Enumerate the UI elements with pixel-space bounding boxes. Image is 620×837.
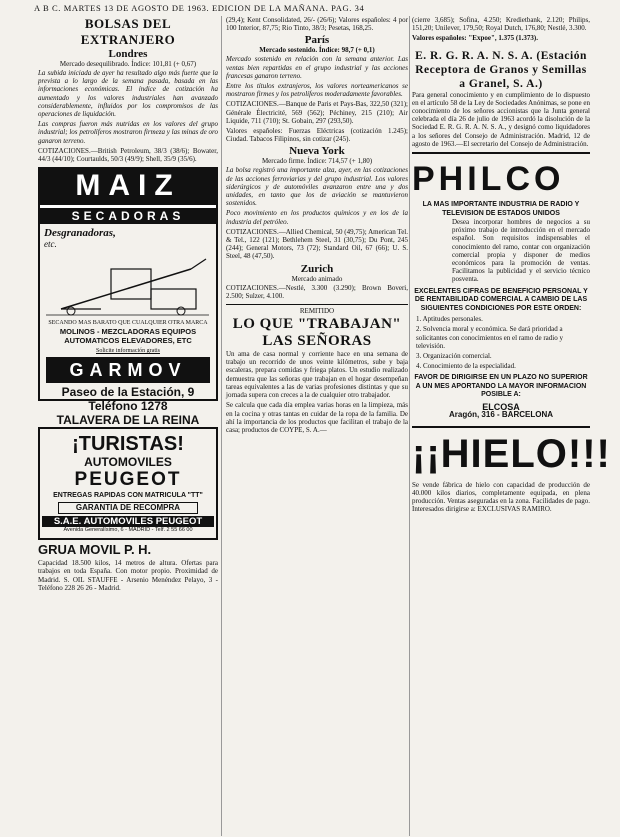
ad-subtitle: SECADORAS [40,208,216,224]
ad-phone: Teléfono 1278 [88,399,168,414]
ad-address: Aragón, 316 - BARCELONA [448,410,553,420]
ad-company: S.A.E. AUTOMOVILES PEUGEOT [42,516,214,527]
ad-address: Avenida Generalísimo, 6 - MADRID - Telf. 2 55 66 00 [63,527,193,534]
market-index: Mercado sostenido. Índice: 98,7 (+ 0,1) [259,46,375,55]
quotes: COTIZACIONES.—Allied Chemical, 50 (49,75); American Tel. & Tel., 122 (121); Bethlehem Steel, 31 (30,75); Du Pont, 245 (244); General Motors, 73 (72); Standard Oil, 67 (66); U. S. Steel, 48 (47,50). [226,227,408,261]
city-heading: París [304,34,330,47]
ad-title: MAIZ [40,169,216,208]
ad-grua-text: Capacidad 18.500 kilos, 14 metros de altura. Ofertas para trabajos en toda España. Con motor propio. Proximidad de Madrid. S. OIL STAUFFE - Arsenio Menéndez Pelayo, 3 - Teléfono 228 26 26 - Madrid. [38,559,218,592]
paragraph: Un ama de casa normal y corriente hace en una semana de trabajo un recorrido de unos veinte kilómetros, sube y baja escaleras, prepara comidas y friega platos. Un estudio realizado demuestra que las señoras que trabajan en el hogar desempeñan tareas equivalentes a las de varias profesiones distintas y que su jornada supera con creces a la de cualquier otro trabajador. [226,350,408,400]
ad-peugeot [38,427,218,540]
ad-text: GARANTIA DE RECOMPRA [58,502,198,514]
column-1 [38,16,218,594]
ad-text: FAVOR DE DIRIGIRSE EN UN PLAZO NO SUPERIOR A UN MES APORTANDO LA MAYOR INFORMACION POSIBLE A: [414,374,588,399]
quotes: Valores españoles: "Expoe", 1.375 (1.373). [412,34,538,43]
ad-text: ENTREGAS RAPIDAS CON MATRICULA "TT" [53,492,203,500]
paragraph: Poco movimiento en los productos químicos y en los de la industria del petróleo. [226,209,408,226]
list-item: 2. Solvencia moral y económica. Se dará prioridad a solicitantes con conocimientos en el ramo de radio y televisión. [416,325,563,350]
ad-subtitle: LA MAS IMPORTANTE INDUSTRIA DE RADIO Y TELEVISION DE ESTADOS UNIDOS [422,201,580,217]
ad-text: Solicite información gratis [96,348,160,355]
quotes: Valores españoles: Fuerzas Eléctricas (cotización 1.245); Ciudad. Tabacos Filipinos, sin cotizar (245). [226,127,408,144]
city-heading: Nueva York [289,145,345,158]
ad-address: Paseo de la Estación, 9 [61,385,195,400]
article-title: LO QUE "TRABAJAN" LAS SEÑORAS [232,316,402,350]
quotes: COTIZACIONES.—Banque de Paris et Pays-Bas, 322,50 (321); Générale Électricité, 569 (562); Péchiney, 215 (210); Air Liquide, 711 (710); St. Gobain, 297 (293,50). [226,100,408,125]
ad-title: ¡TURISTAS! [72,433,184,456]
quotes: COTIZACIONES.—Nestlé, 3.300 (3.290); Brown Boveri, 2.500; Sulzer, 4.100. [226,283,408,300]
market-index: Mercado firme. Índice: 714,57 (+ 1,80) [261,157,373,166]
section-title: BOLSAS DEL EXTRANJERO [80,16,176,47]
ad-brand: PEUGEOT [74,469,182,491]
brand-logo: PHILCO [412,160,565,199]
list-item: 4. Conocimiento de la especialidad. [416,362,516,371]
list-item: 1. Aptitudes personales. [416,315,483,324]
brand-logo: GARMOV [46,357,210,383]
list-item: 3. Organización comercial. [416,351,492,360]
paragraph: Desea incorporar hombres de negocios a su próximo trabajo de introducción en el mercado español. Son requisitos indispensables el conocimiento del ramo, contar con organización comercial propia y disponer de medios económicos para la promoción de ventas. Facilitamos la publicidad y el servicio técnico posventa. [452,218,590,284]
column-rule [409,16,410,836]
ad-text: etc. [44,239,57,250]
column-2 [226,16,408,436]
ad-grua-title: GRUA MOVIL P. H. [38,542,152,558]
ad-text: EXCELENTES CIFRAS DE BENEFICIO PERSONAL Y DE RENTABILIDAD COMERCIAL A CAMBIO DE LAS SIGUIENTES CONDICIONES POR ESTE ORDEN: [414,287,588,312]
dryer-machine-illustration [41,249,215,319]
market-index: Mercado animado [291,274,343,283]
column-3 [412,16,611,516]
city-heading: Zurich [300,262,334,275]
ad-text: AUTOMOVILES [84,455,172,470]
quotes: (29,4); Kent Consolidated, 26/- (26/6); Valores españoles: 4 por 100 Interior, 87,75; Rio Tinto, 38/3; Pesetas, 168,25. [226,16,408,33]
quotes: (cierre 3,685); Sofina, 4.250; Kredietbank, 2.120; Philips, 151,20; Unilever, 179,50; Royal Dutch, 176,80; Nestlé, 3.300. [412,16,590,33]
paragraph: Se vende fábrica de hielo con capacidad de producción de 40.000 kilos diarios, completamente equipada, en plena producción. Ventas aseguradas en la zona. Facilidades de pago. Interesados dirigirse a: EXCLUSIVAS RAMIRO. [412,480,590,514]
notice-title: E. R. G. R. A. N. S. A. (Estación Receptora de Granos y Semillas a Granel, S. A.) [415,49,587,90]
paragraph: Mercado sostenido en relación con la semana anterior. Las ventas bien repartidas en el grupo industrial y las acciones francesas ganaron terreno. [226,55,408,80]
quotes: COTIZACIONES.—British Petroleum, 38/3 (38/6); Bowater, 44/3 (44/10); Courtaulds, 50/3 (49/9); Shell, 35/9 (35/6). [38,146,218,164]
paragraph: Se calcula que cada día emplea varias horas en la limpieza, más en la cocina y otras tantas en cuidar de la ropa de la familia. De ahí la importancia de los productos que facilitan el trabajo de la casa; productos de COYPE, S. A.— [226,401,408,434]
paragraph: Las compras fueron más nutridas en los valores del grupo industrial; los petrolíferos mostraron firmeza y las minas de oro ganaron terreno. [38,120,218,145]
ad-text: Desgranadoras, [44,227,116,240]
ad-maiz [38,167,218,428]
market-index: Mercado desequilibrado. Índice: 101,81 (+ 0,67) [59,60,197,68]
paragraph: Entre los títulos extranjeros, los valores norteamericanos se mostraron firmes y los petrolíferos moderadamente favorables. [226,82,408,99]
paragraph: La bolsa registró una importante alza, ayer, en las cotizaciones de las acciones ferroviarias y del grupo industrial. Los valores siderúrgicos y de automóviles avanzaron entre una y dos unidades, en tanto que los de aviación se mantuvieron sostenidos. [226,166,408,208]
ad-town: TALAVERA DE LA REINA [56,413,200,428]
city-heading: Londres [108,48,148,60]
paragraph: Para general conocimiento y en cumplimiento de lo dispuesto en el artículo 58 de la Ley de Sociedades Anónimas, se pone en conocimiento de los señores accionistas que la Junta general celebrada el día 26 de julio de 1963 acordó la disolución de la Sociedad E. R. G. R. A. N. S. A., y designó como liquidadores a los señores del Consejo de Administración. Madrid, 12 de agosto de 1963.—El secretario del Consejo de Administración. [412,90,590,148]
paragraph: La subida iniciada de ayer ha resultado algo más fuerte que la prevista a lo largo de la semana pasada, basada en las informaciones económicas. El índice de cotización ha aumentado y los valores industriales han avanzado considerablemente, influidos por los compromisos de las operaciones de liquidación. [38,69,218,119]
ad-text: SECANDO MAS BARATO QUE CUALQUIER OTRA MARCA [48,320,208,327]
ad-company: ELCOSA [482,401,520,412]
column-rule [221,16,222,836]
ad-title: ¡¡HIELO!!! [412,431,611,476]
remitido-label: REMITIDO [299,307,335,316]
ad-text: MOLINOS - MEZCLADORAS EQUIPOS AUTOMATICOS ELEVADORES, ETC [59,327,197,346]
page-header: A B C. MARTES 13 DE AGOSTO DE 1963. EDICION DE LA MAÑANA. PAG. 34 [34,3,365,13]
